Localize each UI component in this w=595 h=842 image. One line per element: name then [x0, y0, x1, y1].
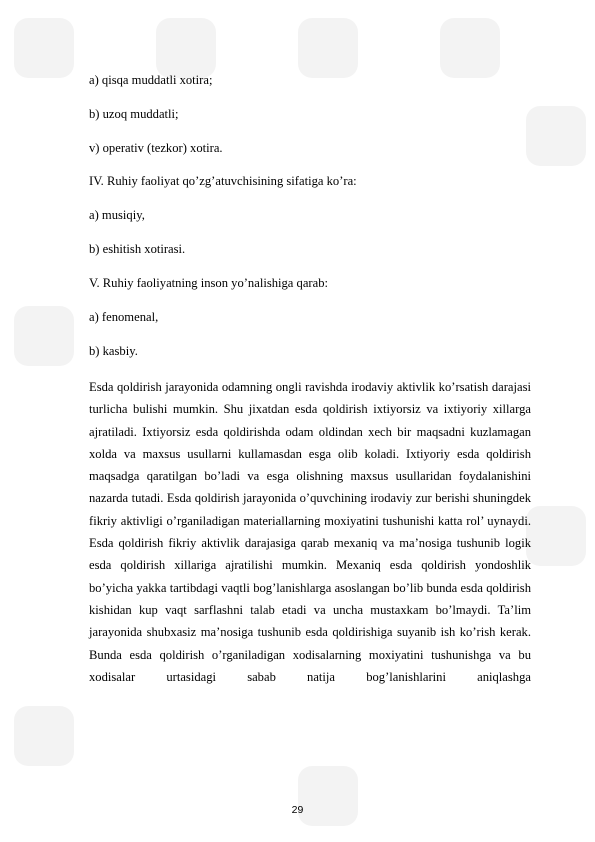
list-item: b) uzoq muddatli;	[89, 107, 179, 121]
list-item: a) qisqa muddatli xotira;	[89, 73, 213, 87]
watermark-logo-icon	[8, 300, 80, 372]
list-item: a) musiqiy,	[89, 208, 145, 222]
list-item: v) operativ (tezkor) xotira.	[89, 141, 223, 155]
list-item: a) fenomenal,	[89, 310, 159, 324]
watermark-logo-icon	[292, 760, 364, 832]
watermark-logo-icon	[434, 12, 506, 84]
list-item: b) eshitish xotirasi.	[89, 242, 186, 256]
page-number: 29	[291, 804, 304, 816]
watermark-logo-icon	[8, 700, 80, 772]
watermark-logo-icon	[8, 12, 80, 84]
watermark-logo-icon	[292, 12, 364, 84]
section-heading: V. Ruhiy faoliyatning inson yo’nalishiga qarab:	[89, 276, 329, 290]
section-heading: IV. Ruhiy faoliyat qo’zg’atuvchisining sifatiga ko’ra:	[89, 174, 357, 188]
body-paragraph: Esda qoldirish jarayonida odamning ongli ravishda irodaviy aktivlik ko’rsatish darajasi turlicha bulishi mumkin. Shu jixatdan esda qoldirish ixtiyorsiz va ixtiyoriy xillarga ajratiladi. Ixtiyorsiz esda qoldirishda odam oldindan xech bir maqsadni kuzlamagan xolda va maxsus usullarni kullamasdan esga olib koladi. Ixtiyoriy esda qoldirish maqsadga qaratilgan bo’ladi va esga olishning maxsus usullaridan foydalanishini nazarda tutadi. Esda qoldirish jarayonida o’quvchining irodaviy zur berishi shuningdek fikriy aktivligi o’rganiladigan materiallarning moxiyatini tushunishi katta rol’ uynaydi. Esda qoldirish fikriy aktivlik darajasiga qarab mexaniq va ma’nosiga tushunib logik esda qoldirish xillariga ajratilishi mumkin. Mexaniq esda qoldirish yondoshlik bo’yicha yakka tartibdagi vaqtli bog’lanishlarga asoslangan bo’lib bunda esda qoldirish kishidan kup vaqt sarflashni talab etadi va uncha mustaxkam bo’lmaydi. Ta’lim jarayonida shubxasiz ma’nosiga tushunib esda qoldirishiga suyanib ish ko’rish kerak. Bunda esda qoldirish o’rganiladigan xodisalarning moxiyatini tushunishga va bu xodisalar urtasidagi sabab natija bog’lanishlarini aniqlashga	[89, 380, 531, 684]
watermark-logo-icon	[520, 100, 592, 172]
list-item: b) kasbiy.	[89, 344, 138, 358]
